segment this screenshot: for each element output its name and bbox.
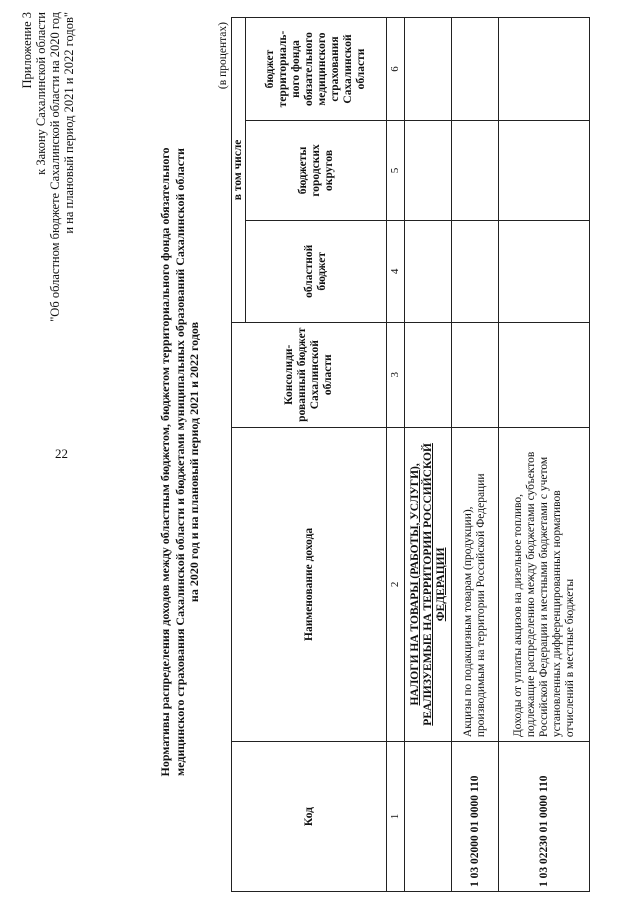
header-regional: областной бюджет bbox=[246, 220, 387, 322]
col-number: 5 bbox=[387, 121, 405, 221]
row-value-tfoms bbox=[499, 18, 590, 121]
appendix-line-1: Приложение 3 bbox=[20, 12, 34, 89]
appendix-line-2: к Закону Сахалинской области bbox=[34, 12, 48, 175]
rotated-page bbox=[20, 12, 620, 892]
row-name: Доходы от уплаты акцизов на дизельное топливо, подлежащие распределению между бюджетами субъектов Российской Федерации и местными бюджетами с учетом установленных дифференцированных нормативов отчислений в местные бюджеты bbox=[499, 427, 590, 741]
column-number-row bbox=[387, 18, 405, 892]
title-line-2: медицинского страхования Сахалинской области и бюджетами муниципальных образований Сахалинской области bbox=[172, 148, 187, 776]
row-code bbox=[405, 742, 452, 892]
row-value-city bbox=[452, 121, 499, 221]
col-number: 6 bbox=[387, 18, 405, 121]
document-title bbox=[158, 142, 202, 782]
row-name: Акцизы по подакцизным товарам (продукции), производимым на территории Российской Федерации bbox=[452, 427, 499, 741]
row-value-consolidated bbox=[452, 322, 499, 427]
header-consolidated: Консолиди-рованный бюджет Сахалинской области bbox=[232, 322, 387, 427]
row-value-regional bbox=[452, 220, 499, 322]
row-code: 1 03 02230 01 0000 110 bbox=[499, 742, 590, 892]
appendix-line-3: "Об областном бюджете Сахалинской области на 2020 год bbox=[48, 12, 62, 322]
title-line-1: Нормативы распределения доходов между областным бюджетом, бюджетом территориального фонда обязательного bbox=[158, 147, 172, 777]
row-value-city bbox=[405, 121, 452, 221]
col-number: 3 bbox=[387, 322, 405, 427]
title-line-3: на 2020 год и на плановый период 2021 и 2022 годов bbox=[187, 321, 201, 603]
header-tfoms: бюджет территориаль-ного фонда обязательного медицинского страхования Сахалинской области bbox=[246, 18, 387, 121]
table-row bbox=[499, 18, 590, 892]
table-row bbox=[452, 18, 499, 892]
page-number: 22 bbox=[55, 446, 68, 461]
header-code: Код bbox=[232, 742, 387, 892]
header-in-that: в том числе bbox=[232, 18, 246, 323]
col-number: 4 bbox=[387, 220, 405, 322]
row-value-consolidated bbox=[405, 322, 452, 427]
revenue-table bbox=[231, 17, 590, 892]
col-number: 1 bbox=[387, 742, 405, 892]
header-city: бюджеты городских округов bbox=[246, 121, 387, 221]
row-value-tfoms bbox=[452, 18, 499, 121]
row-value-consolidated bbox=[499, 322, 590, 427]
row-value-regional bbox=[405, 220, 452, 322]
header-name: Наименование дохода bbox=[232, 427, 387, 741]
row-value-city bbox=[499, 121, 590, 221]
appendix-header bbox=[20, 12, 76, 532]
table-row bbox=[405, 18, 452, 892]
row-value-regional bbox=[499, 220, 590, 322]
appendix-line-4: и на плановый период 2021 и 2022 годов" bbox=[62, 12, 76, 234]
row-name: НАЛОГИ НА ТОВАРЫ (РАБОТЫ, УСЛУГИ), РЕАЛИЗУЕМЫЕ НА ТЕРРИТОРИИ РОССИЙСКОЙ ФЕДЕРАЦИИ bbox=[405, 427, 452, 741]
row-value-tfoms bbox=[405, 18, 452, 121]
row-code: 1 03 02000 01 0000 110 bbox=[452, 742, 499, 892]
units-label: (в процентах) bbox=[217, 22, 229, 90]
col-number: 2 bbox=[387, 427, 405, 741]
